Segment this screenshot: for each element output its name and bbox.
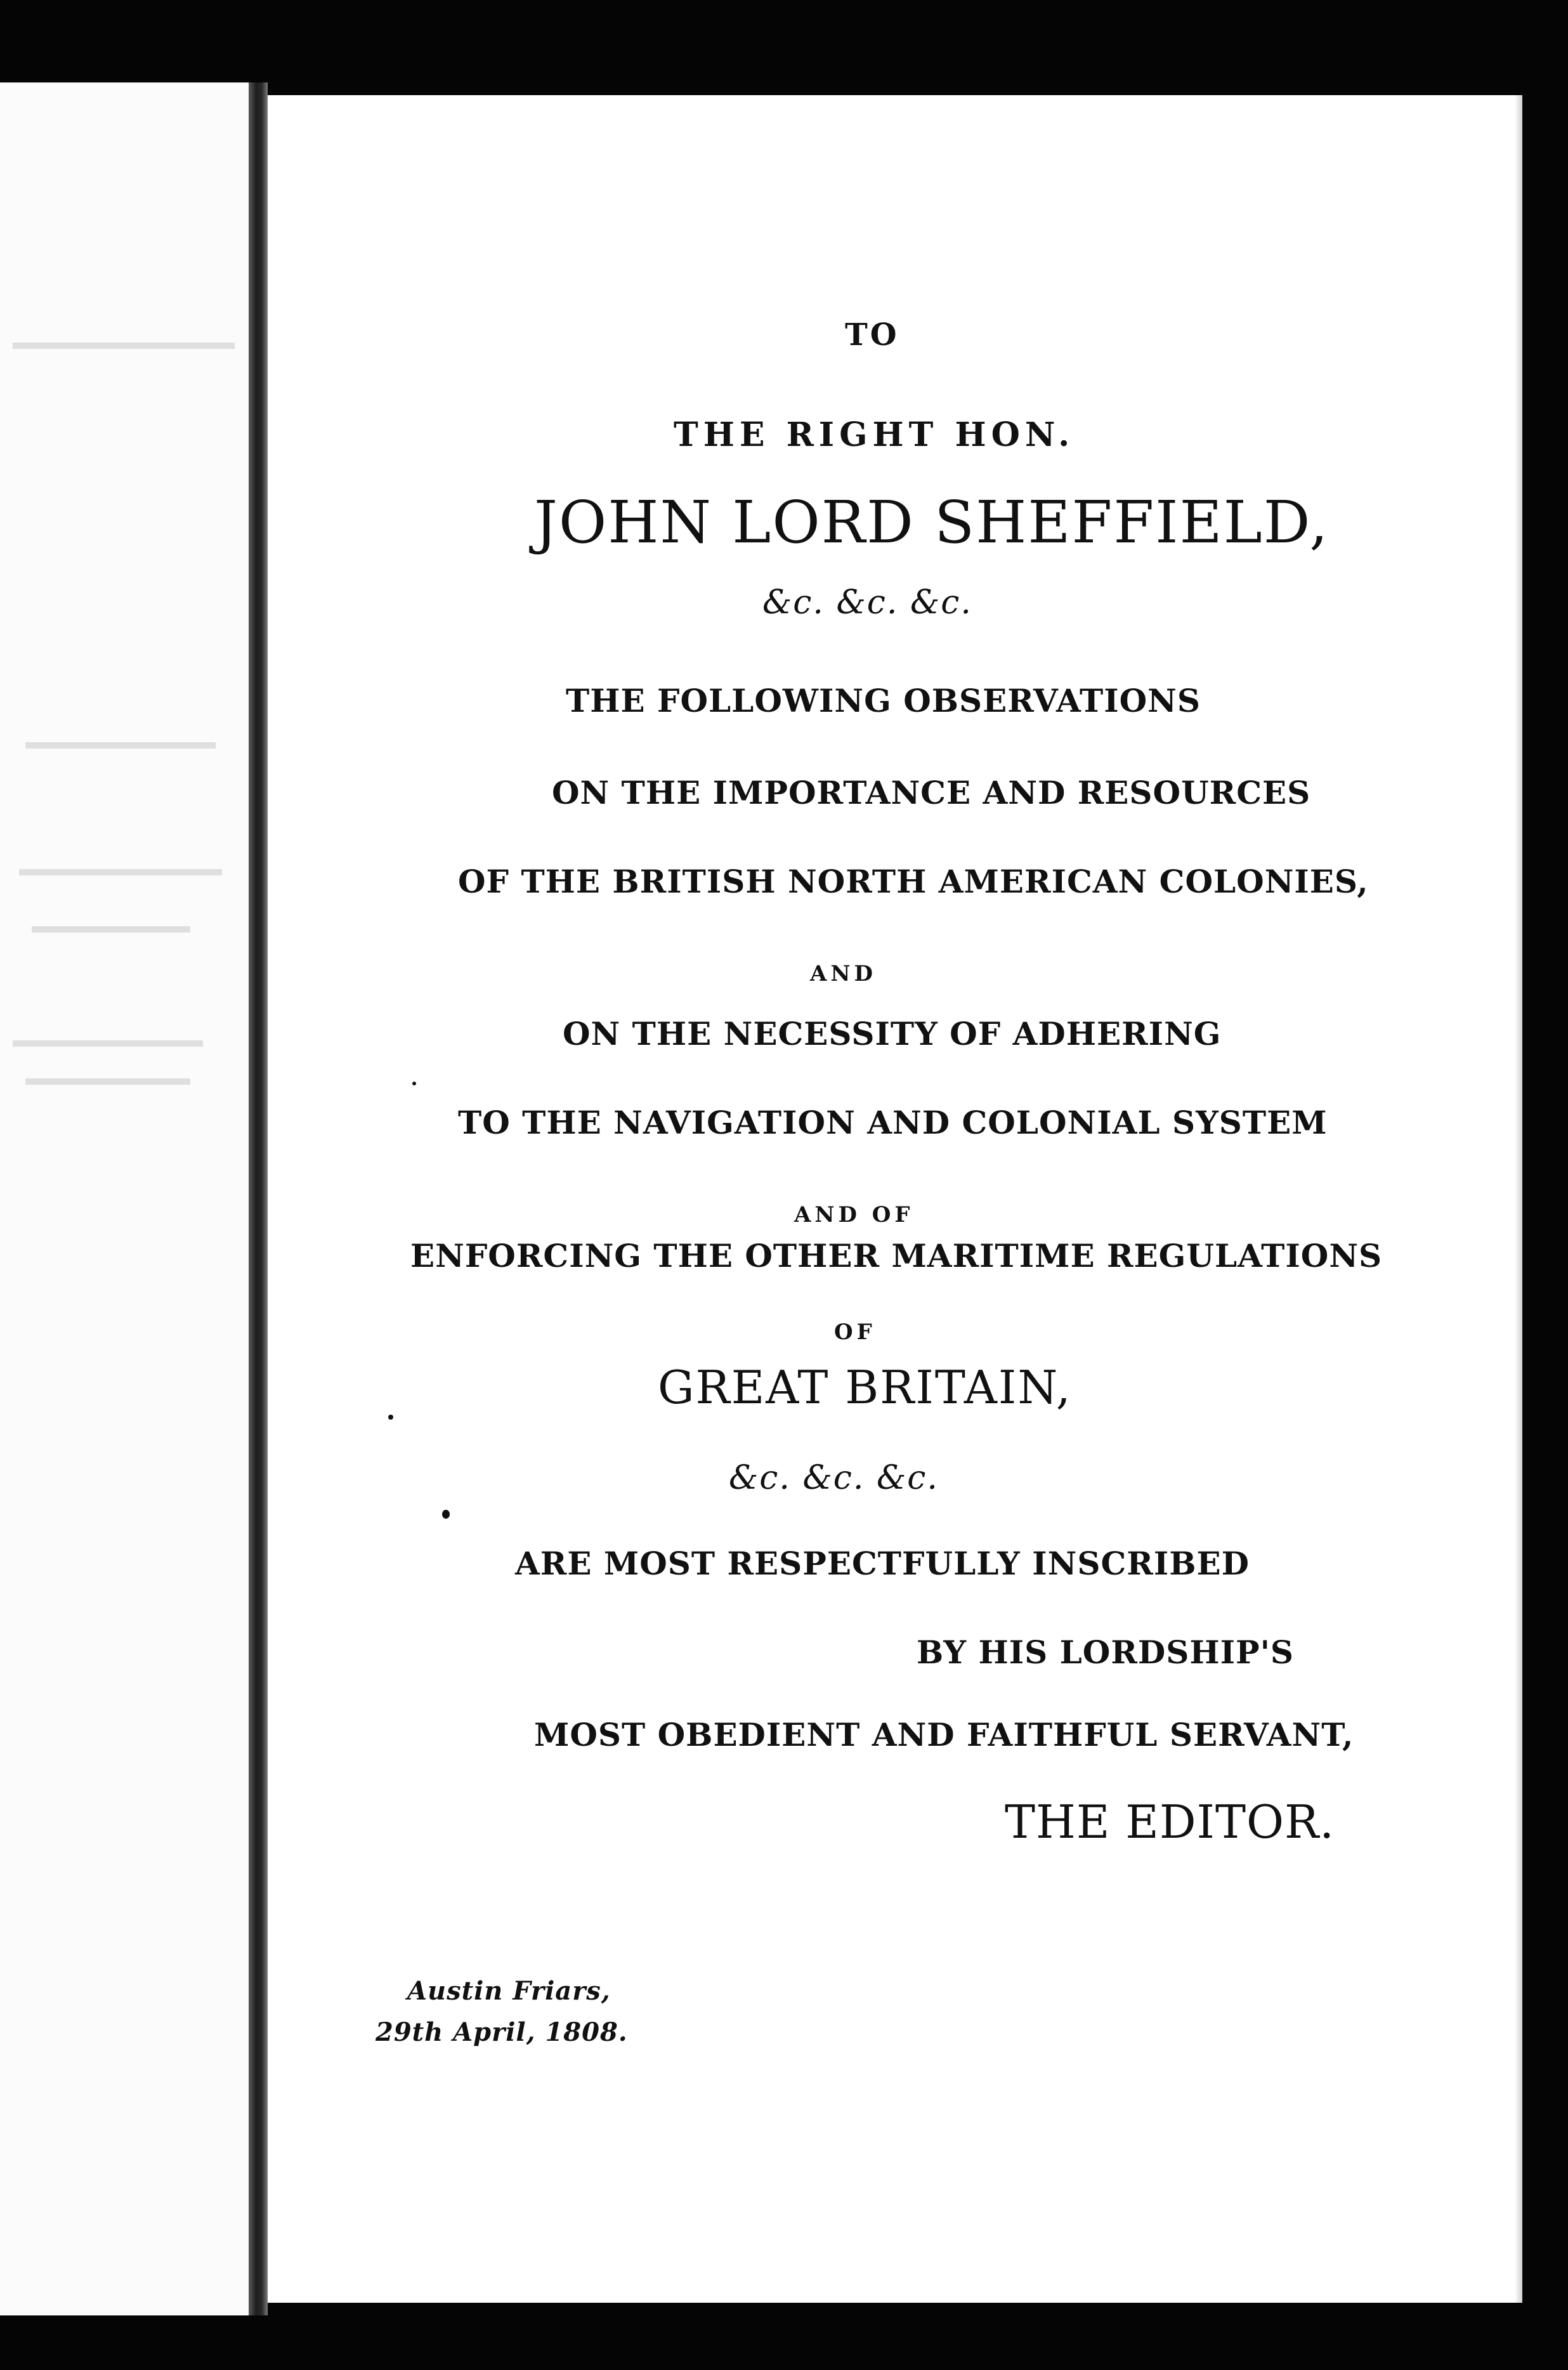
dedication-connector-and-of: AND OF bbox=[794, 1202, 914, 1228]
dedication-connector-of: OF bbox=[834, 1319, 876, 1345]
etcetera-line: &c. &c. &c. bbox=[729, 1459, 939, 1497]
dedicatee-name: JOHN LORD SHEFFIELD, bbox=[534, 488, 1330, 556]
dedication-great-britain: GREAT BRITAIN, bbox=[658, 1361, 1072, 1414]
dedication-line-inscribed: ARE MOST RESPECTFULLY INSCRIBED bbox=[515, 1545, 1250, 1582]
bleed-through-line bbox=[19, 869, 222, 875]
dedication-line-navigation: TO THE NAVIGATION AND COLONIAL SYSTEM bbox=[458, 1104, 1328, 1141]
bleed-through-line bbox=[13, 343, 235, 349]
dedication-line-servant: MOST OBEDIENT AND FAITHFUL SERVANT, bbox=[534, 1716, 1354, 1753]
dateline-date: 29th April, 1808. bbox=[376, 2017, 628, 2047]
dedication-line-importance: ON THE IMPORTANCE AND RESOURCES bbox=[552, 774, 1311, 811]
bleed-through-line bbox=[25, 1078, 190, 1085]
dedication-connector-and: AND bbox=[810, 961, 877, 986]
etcetera-line: &c. &c. &c. bbox=[762, 584, 972, 622]
ink-speck bbox=[442, 1510, 450, 1519]
dedication-line-lordship: BY HIS LORDSHIP'S bbox=[917, 1633, 1295, 1671]
dedication-line-colonies: OF THE BRITISH NORTH AMERICAN COLONIES, bbox=[458, 863, 1369, 900]
dedication-to: TO bbox=[845, 317, 899, 353]
bleed-through-line bbox=[13, 1040, 203, 1047]
dateline-place: Austin Friars, bbox=[407, 1976, 611, 2006]
ink-speck bbox=[388, 1415, 393, 1420]
book-spine-gutter bbox=[249, 82, 268, 2315]
left-page-fragment bbox=[0, 82, 249, 2315]
bleed-through-line bbox=[32, 926, 190, 933]
dedication-line-enforcing: ENFORCING THE OTHER MARITIME REGULATIONS bbox=[410, 1237, 1383, 1274]
dedication-page bbox=[268, 95, 1522, 2303]
bleed-through-line bbox=[25, 742, 216, 749]
dedication-signature-editor: THE EDITOR. bbox=[1005, 1795, 1335, 1849]
dedication-line-observations: THE FOLLOWING OBSERVATIONS bbox=[566, 682, 1201, 719]
dedication-line-necessity: ON THE NECESSITY OF ADHERING bbox=[563, 1015, 1222, 1052]
dedication-right-hon: THE RIGHT HON. bbox=[674, 416, 1075, 454]
dedication-text-block bbox=[268, 95, 1522, 2303]
ink-speck bbox=[412, 1082, 416, 1085]
